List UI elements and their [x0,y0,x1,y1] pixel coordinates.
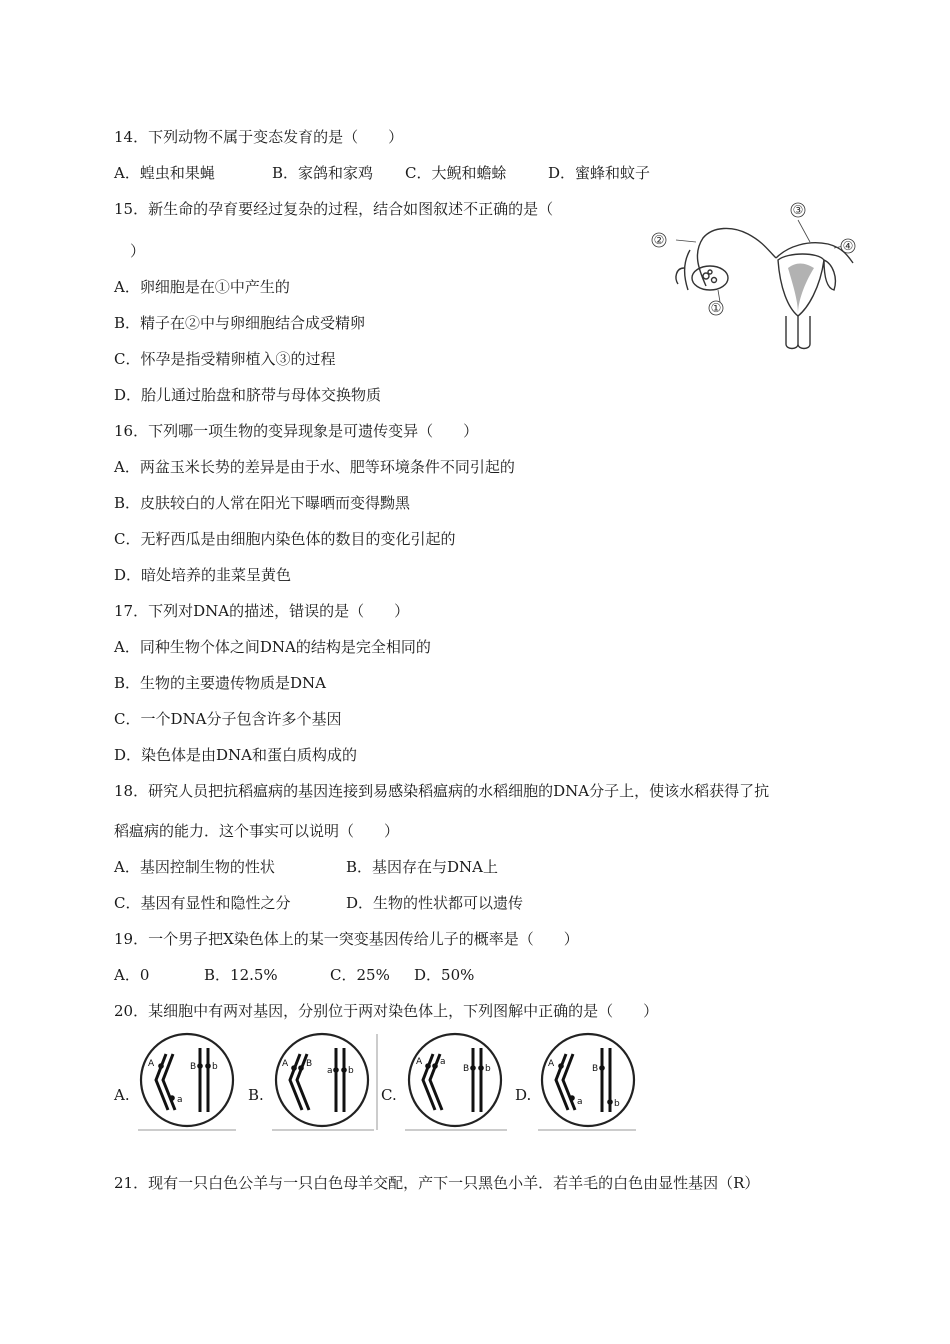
q17-option-c: C．一个DNA分子包含许多个基因 [114,710,342,728]
svg-text:A: A [548,1059,555,1069]
svg-text:a: a [577,1097,583,1107]
svg-text:b: b [485,1064,491,1074]
q17-option-d: D．染色体是由DNA和蛋白质构成的 [114,746,358,764]
q15-stem-end: ） [130,242,146,260]
svg-text:A: A [416,1057,423,1067]
svg-text:B: B [592,1064,599,1074]
q20-cell-c [403,1032,513,1132]
q15-option-a: A．卵细胞是在①中产生的 [114,278,290,296]
q14-option-c: C．大鲵和蟾蜍 [405,164,507,182]
q19-stem: 19．一个男子把X染色体上的某一突变基因传给儿子的概率是（ ） [114,930,579,948]
q17-stem: 17．下列对DNA的描述，错误的是（ ） [114,602,410,620]
q18-stem-cont: 稻瘟病的能力．这个事实可以说明（ ） [114,822,400,840]
svg-text:b: b [212,1062,218,1072]
q16-option-b: B．皮肤较白的人常在阳光下曝晒而变得黝黑 [114,494,411,512]
q14-options [114,163,650,183]
q20-option-a-label: A. [114,1086,130,1104]
q14-option-a: A．蝗虫和果蝇 [114,164,215,182]
q17-option-b: B．生物的主要遗传物质是DNA [114,674,327,692]
q21-stem: 21．现有一只白色公羊与一只白色母羊交配，产下一只黑色小羊．若羊毛的白色由显性基因（R） [114,1174,760,1192]
q19-options [114,965,474,985]
q20-option-c-label: C. [381,1086,397,1104]
q17-option-a: A．同种生物个体之间DNA的结构是完全相同的 [114,638,431,656]
svg-text:b: b [348,1066,354,1076]
q14-option-b: B．家鸽和家鸡 [272,164,374,182]
q19-option-a: A．0 [114,966,150,984]
figure-label-4: ④ [842,239,854,253]
q18-option-a: A．基因控制生物的性状 [114,858,275,876]
svg-text:b: b [614,1099,620,1109]
q20-option-d-label: D. [515,1086,532,1104]
q18-stem: 18．研究人员把抗稻瘟病的基因连接到易感染稻瘟病的水稻细胞的DNA分子上，使该水稻获得了抗 [114,782,770,800]
q16-stem: 16．下列哪一项生物的变异现象是可遗传变异（ ） [114,422,479,440]
q14-stem: 14．下列动物不属于变态发育的是（ ） [114,128,404,146]
q18-options-row2 [114,893,523,913]
q15-option-b: B．精子在②中与卵细胞结合成受精卵 [114,314,366,332]
q16-option-c: C．无籽西瓜是由细胞内染色体的数目的变化引起的 [114,530,456,548]
q18-option-c: C．基因有显性和隐性之分 [114,894,291,912]
figure-label-1: ① [710,301,722,315]
svg-text:B: B [190,1062,197,1072]
svg-text:A: A [148,1059,155,1069]
q18-option-d: D．生物的性状都可以遗传 [346,894,524,912]
figure-label-3: ③ [792,203,804,217]
svg-text:A: A [282,1059,289,1069]
svg-text:a: a [177,1095,183,1105]
q16-option-a: A．两盆玉米长势的差异是由于水、肥等环境条件不同引起的 [114,458,515,476]
q19-option-d: D．50% [414,966,475,984]
svg-text:B: B [306,1059,313,1069]
q18-option-b: B．基因存在与DNA上 [346,858,499,876]
q15-option-c: C．怀孕是指受精卵植入③的过程 [114,350,336,368]
q19-option-c: C．25% [330,966,390,984]
q15-stem: 15．新生命的孕育要经过复杂的过程，结合如图叙述不正确的是（ [114,200,554,218]
q20-stem: 20．某细胞中有两对基因，分别位于两对染色体上，下列图解中正确的是（ ） [114,1002,659,1020]
figure-label-2: ② [653,233,665,247]
svg-text:B: B [463,1064,470,1074]
q18-options-row1 [114,857,498,877]
q14-option-d: D．蜜蜂和蚊子 [548,164,651,182]
q20-cell-b [270,1032,380,1132]
vagina [786,316,810,349]
svg-text:a: a [327,1066,333,1076]
q15-option-d: D．胎儿通过胎盘和脐带与母体交换物质 [114,386,382,404]
q20-cell-a [136,1032,246,1132]
q16-option-d: D．暗处培养的韭菜呈黄色 [114,566,292,584]
reproductive-system-figure [648,198,863,356]
q19-option-b: B．12.5% [204,966,278,984]
svg-text:a: a [440,1057,446,1067]
q20-cell-d [536,1032,646,1132]
q20-option-b-label: B. [248,1086,264,1104]
